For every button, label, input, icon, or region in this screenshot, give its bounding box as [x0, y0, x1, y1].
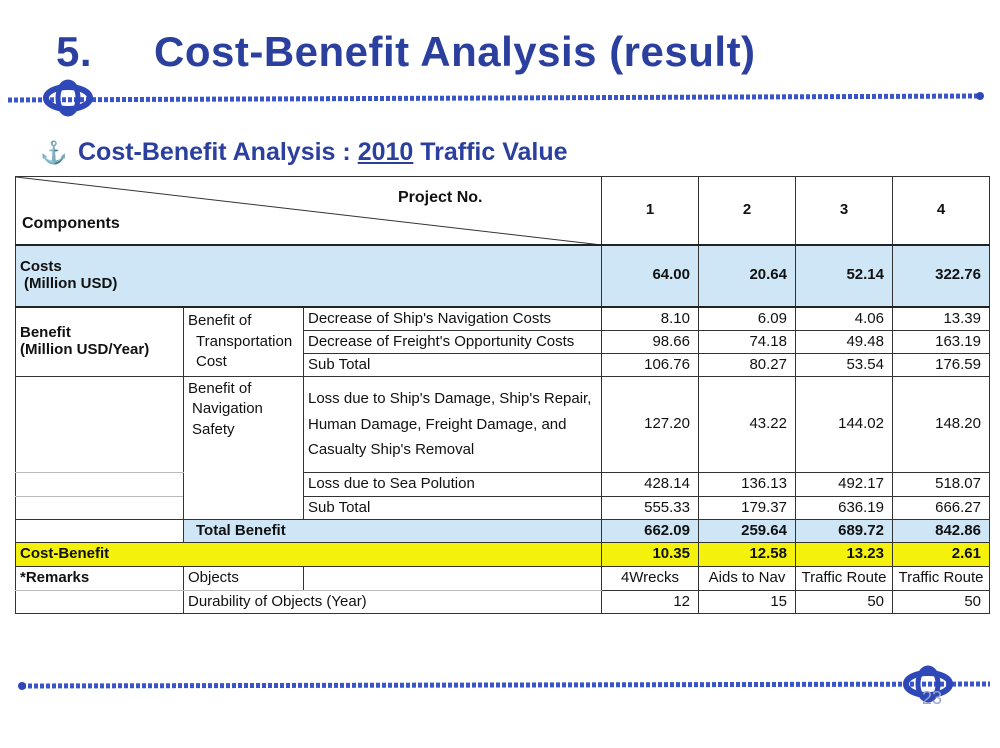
transport-subtotal-3: 53.54	[796, 354, 893, 377]
cost-benefit-4: 2.61	[893, 543, 990, 567]
project-header-1: 1	[602, 177, 699, 245]
safety-label-line3: Safety	[192, 420, 235, 438]
anchor-icon: ⚓	[40, 140, 68, 165]
project-header-2: 2	[699, 177, 796, 245]
subtitle-year: 2010	[357, 138, 414, 166]
loss-damage-line2: Human Damage, Freight Damage, and	[308, 415, 567, 433]
loss-pollution-value-2: 136.13	[699, 473, 796, 497]
page-number: 23	[922, 688, 943, 708]
rope-divider-bottom	[0, 664, 1000, 704]
loss-damage-line3: Casualty Ship's Removal	[308, 441, 475, 459]
cost-benefit-1: 10.35	[602, 543, 699, 567]
transport-subtotal-4: 176.59	[893, 354, 990, 377]
cost-benefit-3: 13.23	[796, 543, 893, 567]
components-label: Components	[22, 215, 120, 232]
durability-label: Durability of Objects (Year)	[184, 591, 602, 614]
costs-value-1: 64.00	[602, 245, 699, 307]
total-benefit-3: 689.72	[796, 520, 893, 543]
diagonal-line	[16, 177, 602, 245]
benefit-label	[16, 307, 184, 377]
costs-row	[16, 245, 990, 307]
transport-label-line3: Cost	[196, 352, 227, 370]
objects-value-2: Aids to Nav	[699, 567, 796, 591]
subtitle-suffix: Traffic Value	[413, 138, 568, 166]
durability-value-3: 50	[796, 591, 893, 614]
costs-value-3: 52.14	[796, 245, 893, 307]
loss-pollution-label: Loss due to Sea Polution	[304, 473, 602, 497]
project-no-label: Project No.	[398, 189, 483, 206]
remarks-objects-row	[16, 567, 990, 591]
costs-value-2: 20.64	[699, 245, 796, 307]
subtitle	[40, 138, 568, 167]
opportunity-value-1: 98.66	[602, 331, 699, 354]
opportunity-value-3: 49.48	[796, 331, 893, 354]
opportunity-value-2: 74.18	[699, 331, 796, 354]
objects-blank	[304, 567, 602, 591]
project-header-3: 3	[796, 177, 893, 245]
benefit-blank-cell-2	[16, 473, 184, 497]
loss-pollution-value-4: 518.07	[893, 473, 990, 497]
remarks-blank	[16, 591, 184, 614]
nav-costs-value-1: 8.10	[602, 307, 699, 331]
opportunity-value-4: 163.19	[893, 331, 990, 354]
total-benefit-2: 259.64	[699, 520, 796, 543]
benefit-label-line2: (Million USD/Year)	[20, 340, 150, 358]
costs-label-line1: Costs	[20, 258, 62, 275]
page-title	[56, 28, 756, 76]
nav-costs-value-4: 13.39	[893, 307, 990, 331]
benefit-row-nav-costs	[16, 307, 990, 331]
safety-subtotal-4: 666.27	[893, 497, 990, 520]
total-benefit-label: Total Benefit	[184, 520, 602, 543]
safety-subtotal-2: 179.37	[699, 497, 796, 520]
safety-subtotal-1: 555.33	[602, 497, 699, 520]
transport-label-line2: Transportation	[196, 332, 293, 350]
total-benefit-blank	[16, 520, 184, 543]
costs-label-line2: (Million USD)	[24, 274, 118, 292]
loss-damage-label	[304, 377, 602, 473]
project-header-4: 4	[893, 177, 990, 245]
header-row	[16, 177, 990, 245]
transport-subtotal-label: Sub Total	[304, 354, 602, 377]
title-text: Cost-Benefit Analysis (result)	[154, 28, 756, 75]
durability-value-1: 12	[602, 591, 699, 614]
nav-costs-value-3: 4.06	[796, 307, 893, 331]
subtitle-prefix: Cost-Benefit Analysis :	[78, 138, 358, 166]
cost-benefit-label: Cost-Benefit	[16, 543, 602, 567]
loss-damage-value-3: 144.02	[796, 377, 893, 473]
nav-costs-label: Decrease of Ship's Navigation Costs	[304, 307, 602, 331]
total-benefit-row	[16, 520, 990, 543]
objects-label: Objects	[184, 567, 304, 591]
remarks-durability-row	[16, 591, 990, 614]
safety-label	[184, 377, 304, 520]
transport-label	[184, 307, 304, 377]
durability-value-4: 50	[893, 591, 990, 614]
safety-subtotal-3: 636.19	[796, 497, 893, 520]
benefit-label-line1: Benefit	[20, 324, 71, 342]
section-number: 5.	[56, 28, 93, 75]
loss-pollution-row	[16, 473, 990, 497]
rope-divider-top	[0, 78, 1000, 118]
nav-costs-value-2: 6.09	[699, 307, 796, 331]
costs-value-4: 322.76	[893, 245, 990, 307]
cost-benefit-row	[16, 543, 990, 567]
header-diagonal-cell	[16, 177, 602, 245]
loss-damage-value-1: 127.20	[602, 377, 699, 473]
safety-subtotal-label: Sub Total	[304, 497, 602, 520]
loss-damage-value-2: 43.22	[699, 377, 796, 473]
transport-subtotal-1: 106.76	[602, 354, 699, 377]
cost-benefit-table	[15, 176, 990, 614]
transport-subtotal-2: 80.27	[699, 354, 796, 377]
durability-value-2: 15	[699, 591, 796, 614]
safety-label-line1: Benefit of	[188, 380, 252, 397]
safety-subtotal-row	[16, 497, 990, 520]
benefit-blank-cell-3	[16, 497, 184, 520]
transport-label-line1: Benefit of	[188, 312, 252, 330]
loss-damage-value-4: 148.20	[893, 377, 990, 473]
benefit-blank-cell	[16, 377, 184, 473]
opportunity-costs-label: Decrease of Freight's Opportunity Costs	[304, 331, 602, 354]
objects-value-4: Traffic Route	[893, 567, 990, 591]
costs-label	[16, 245, 602, 307]
loss-damage-row	[16, 377, 990, 473]
loss-pollution-value-3: 492.17	[796, 473, 893, 497]
objects-value-3: Traffic Route	[796, 567, 893, 591]
total-benefit-1: 662.09	[602, 520, 699, 543]
remarks-label: *Remarks	[16, 567, 184, 591]
objects-value-1: 4Wrecks	[602, 567, 699, 591]
total-benefit-4: 842.86	[893, 520, 990, 543]
cost-benefit-2: 12.58	[699, 543, 796, 567]
safety-label-line2: Navigation	[192, 400, 263, 418]
loss-damage-line1: Loss due to Ship's Damage, Ship's Repair,	[308, 390, 592, 408]
loss-pollution-value-1: 428.14	[602, 473, 699, 497]
